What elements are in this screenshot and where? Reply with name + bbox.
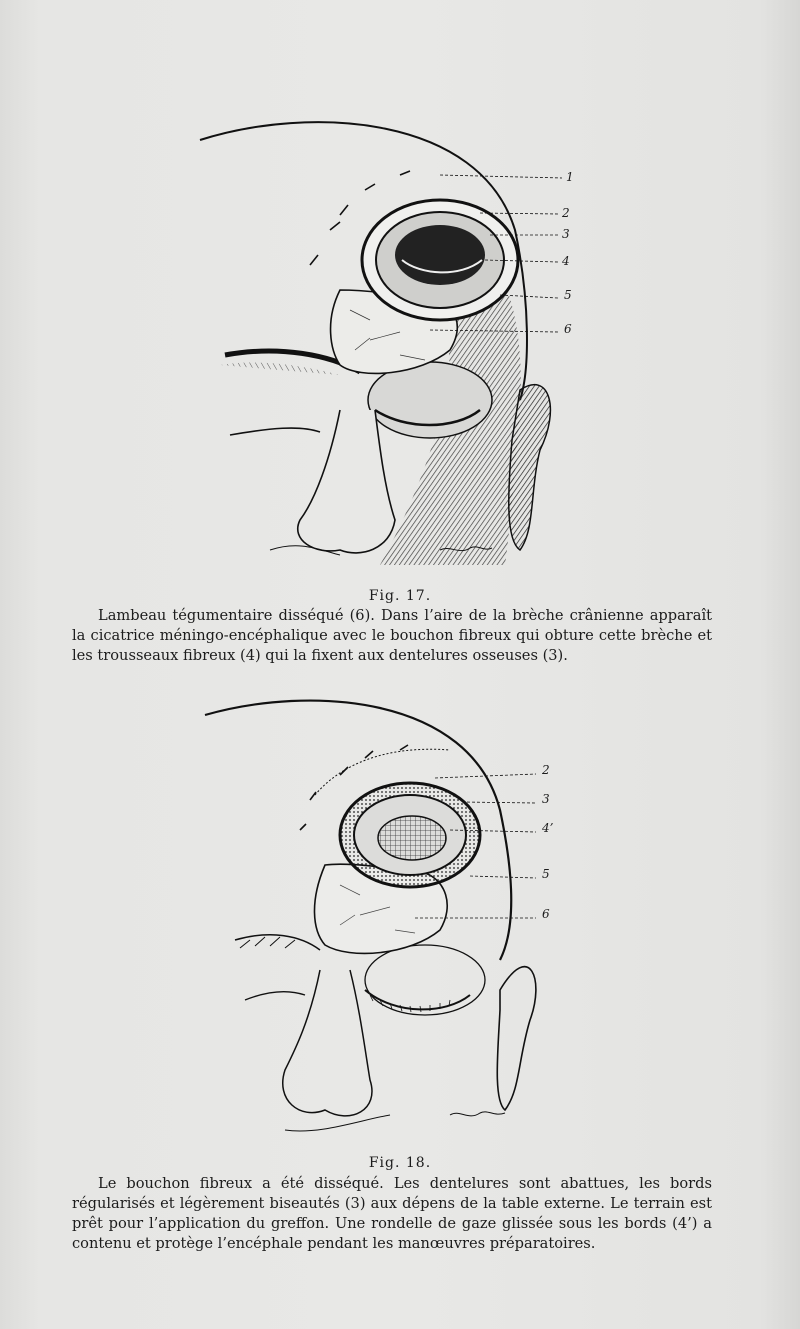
figure-17-illustration — [190, 110, 630, 570]
callout-4: 4 — [562, 254, 570, 268]
callout-6: 6 — [564, 322, 572, 336]
callout-4-prime: 4’ — [542, 821, 554, 835]
figure-18-label: Fig. 18. — [368, 1155, 432, 1171]
figure-18-caption-text: Le bouchon fibreux a été disséqué. Les dentelures sont abattues, les bords régularisés et légèrement biseautés (3) aux dépens de la table externe. Le terrain est prêt pour l’application du greffon. Une rondelle de gaze glissée sous les bords (4’) a contenu et protège l’encéphale pendant les manœuvres préparatoires. — [72, 1175, 712, 1252]
figure-17-label: Fig. 17. — [368, 588, 432, 604]
callout-3: 3 — [562, 227, 570, 241]
figure-18-illustration — [200, 690, 620, 1150]
callout-3: 3 — [542, 792, 550, 806]
callout-1: 1 — [566, 170, 574, 184]
callout-6: 6 — [542, 907, 550, 921]
callout-2: 2 — [542, 763, 550, 777]
figure-17-caption — [72, 606, 712, 666]
callout-5: 5 — [542, 867, 550, 881]
figure-17-caption-text: Lambeau tégumentaire disséqué (6). Dans l’aire de la brèche crânienne apparaît la cicatrice méningo-encéphalique avec le bouchon fibreux qui obture cette brèche et les trousseaux fibreux (4) qui la fixent aux dentelures osseuses (3). — [72, 607, 712, 664]
callout-5: 5 — [564, 288, 572, 302]
callout-2: 2 — [562, 206, 570, 220]
figure-18-caption — [72, 1174, 712, 1254]
